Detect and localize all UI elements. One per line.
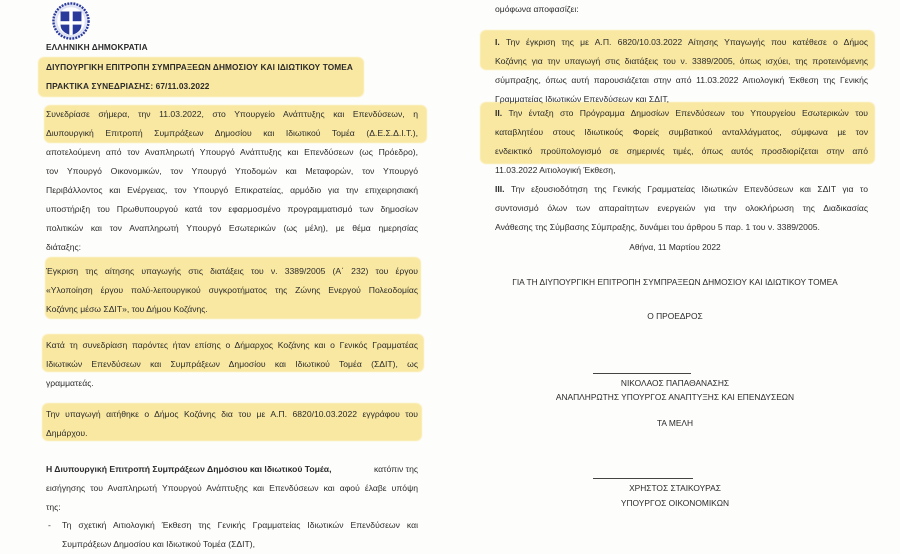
left-page: ΕΛΛΗΝΙΚΗ ΔΗΜΟΚΡΑΤΙΑ ΔΙΥΠΟΥΡΓΙΚΗ ΕΠΙΤΡΟΠΗ ΣΥΜΠΡΑΞΕΩΝ ΔΗΜΟΣΙΟΥ ΚΑΙ ΙΔΙΩΤΙΚΟΥ ΤΟΜΕΑ ΠΡΑΚΤΙΚΑ ΣΥΝΕΔΡΙΑΣΗΣ: 67/11.03.2022 Συνεδρίασε σήμερα, την 11.03.2022, στο Υπουργείο Ανάπτυξης και Επενδύσεων, η Διυπουργική Επιτροπή Συμπράξεων Δημοσίου και Ιδιωτικού Τομέα (Δ.Ε.Σ.Δ.Ι.Τ.), αποτελούμενη από τον Αναπληρωτή Υπουργό Ανάπτυξης και Επενδύσεων (ως Πρόεδρο), τον Υπουργό Οικονομικών, τον Υπουργό Υποδομών και Μεταφορών, τον Υπουργό Περιβάλλοντος και Ενέργειας, τον Υπουργό Επικρατείας, αρμόδιο για την επιχειρησιακή υποστήριξη του Πρωθυπουργού κατά τον εφαρμοσμένο προγραμματισμό των δημοσίων πολιτικών και τον Αναπληρωτή Υπουργό Εσωτερικών (ως μέλη), με θέμα ημερησίας διάταξης: Έγκριση της αίτησης υπαγωγής στις διατάξεις του ν. 3389/2005 (Α΄ 232) του έργου «Υλοποίηση έργου πολύ-λειτουργικού συγκροτήματος της Ζώνης Ενεργού Πολεοδομίας Κοζάνης μέσω ΣΔΙΤ», του Δήμου Κοζάνης. Κατά τη συνεδρίαση παρόντες ήταν επίσης ο Δήμαρχος Κοζάνης και ο Γενικός Γραμματέας Ιδιωτικών Επενδύσεων και Συμπράξεων Δημοσίου και Ιδιωτικού Τομέα (ΣΔΙΤ), ως γραμματεάς. Την υπαγωγή αιτήθηκε ο Δήμος Κοζάνης δια του με Α.Π. 6820/10.03.2022 εγγράφου του Δημάρχου. Η Διυπουργική Επιτροπή Συμπράξεων Δημόσιου και Ιδιωτικού Τομέα, κατόπιν της εισήγησης του Αναπληρωτή Υπουργού Ανάπτυξης και Επενδύσεων και αφού έλαβε υπόψη της: - Τη σχετική Αιτιολογική Έκθεση της Γενικής Γραμματείας Ιδιωτικών Επενδύσεων και Συμπράξεων Δημοσίου και Ιδιωτικού Τομέα (ΣΔΙΤ), <box>0 0 450 550</box>
signatory-name: ΝΙΚΟΛΑΟΣ ΠΑΠΑΘΑΝΑΣΗΣ <box>620 378 730 388</box>
unanimous-decision-intro: ομόφωνα αποφασίζει: <box>495 4 579 14</box>
right-page: ομόφωνα αποφασίζει: I. Την έγκριση της με Α.Π. 6820/10.03.2022 Αίτησης Υπαγωγής που κατέθεσε ο Δήμος Κοζάνης για την υπαγωγή στις διατάξεις του ν. 3389/2005, όπως ισχύει, της προτεινόμενης σύμπραξης, όπως αυτή παρουσιάζεται στην από 11.03.2022 Αιτιολογική Έκθεση της Γενικής Γραμματείας Ιδιωτικών Επενδύσεων και ΣΔΙΤ, II. Την ένταξη στο Πρόγραμμα Δημοσίων Επενδύσεων του Υπουργείου Εσωτερικών του καταβλητέου στους Ιδιωτικούς Φορείς συμβατικού ανταλλάγματος, σύμφωνα με τον ενδεικτικό προϋπολογισμό σε σημερινές τιμές, όπως αυτός προσδιορίζεται στην από 11.03.2022 Αιτιολογική Έκθεση, III. Την εξουσιοδότηση της Γενικής Γραμματείας Ιδιωτικών Επενδύσεων και ΣΔΙΤ για το συντονισμό όλων των απαραίτητων ενεργειών για την ολοκλήρωση της Διαδικασίας Ανάθεσης της Σύμβασης Σύμπραξης, δυνάμει του άρθρου 5 παρ. 1 του ν. 3389/2005. Αθήνα, 11 Μαρτίου 2022 ΓΙΑ ΤΗ ΔΙΥΠΟΥΡΓΙΚΗ ΕΠΙΤΡΟΠΗ ΣΥΜΠΡΑΞΕΩΝ ΔΗΜΟΣΙΟΥ ΚΑΙ ΙΔΙΩΤΙΚΟΥ ΤΟΜΕΑ Ο ΠΡΟΕΔΡΟΣ ΝΙΚΟΛΑΟΣ ΠΑΠΑΘΑΝΑΣΗΣ ΑΝΑΠΛΗΡΩΤΗΣ ΥΠΟΥΡΓΟΣ ΑΝΑΠΤΥΞΗΣ ΚΑΙ ΕΠΕΝΔΥΣΕΩΝ ΤΑ ΜΕΛΗ ΧΡΗΣΤΟΣ ΣΤΑΙΚΟΥΡΑΣ ΥΠΟΥΡΓΟΣ ΟΙΚΟΝΟΜΙΚΩΝ <box>450 0 900 550</box>
committee-title: ΔΙΥΠΟΥΡΓΙΚΗ ΕΠΙΤΡΟΠΗ ΣΥΜΠΡΑΞΕΩΝ ΔΗΜΟΣΙΟΥ ΚΑΙ ΙΔΙΩΤΙΚΟΥ ΤΟΜΕΑ <box>46 62 354 72</box>
minutes-number: ΠΡΑΚΤΙΚΑ ΣΥΝΕΔΡΙΑΣΗΣ: 67/11.03.2022 <box>46 81 210 91</box>
signatory-title: ΑΝΑΠΛΗΡΩΤΗΣ ΥΠΟΥΡΓΟΣ ΑΝΑΠΤΥΞΗΣ ΚΑΙ ΕΠΕΝΔΥΣΕΩΝ <box>555 392 795 402</box>
signature-line <box>593 373 691 374</box>
signatory-name: ΧΡΗΣΤΟΣ ΣΤΑΙΚΟΥΡΑΣ <box>629 483 721 493</box>
members-label: ΤΑ ΜΕΛΗ <box>656 418 694 428</box>
signatory-title: ΥΠΟΥΡΓΟΣ ΟΙΚΟΝΟΜΙΚΩΝ <box>620 498 730 508</box>
signature-line <box>593 478 693 479</box>
president-label: Ο ΠΡΟΕΔΡΟΣ <box>647 311 703 321</box>
greek-coat-of-arms-icon <box>52 2 90 40</box>
bullet-marker: - <box>48 520 51 530</box>
place-date: Αθήνα, 11 Μαρτίου 2022 <box>629 242 721 252</box>
committee-bold-lead: Η Διυπουργική Επιτροπή Συμπράξεων Δημόσιου και Ιδιωτικού Τομέα, <box>46 464 332 474</box>
for-committee-line: ΓΙΑ ΤΗ ΔΙΥΠΟΥΡΓΙΚΗ ΕΠΙΤΡΟΠΗ ΣΥΜΠΡΑΞΕΩΝ ΔΗΜΟΣΙΟΥ ΚΑΙ ΙΔΙΩΤΙΚΟΥ ΤΟΜΕΑ <box>512 277 838 287</box>
republic-label: ΕΛΛΗΝΙΚΗ ΔΗΜΟΚΡΑΤΙΑ <box>46 42 148 52</box>
